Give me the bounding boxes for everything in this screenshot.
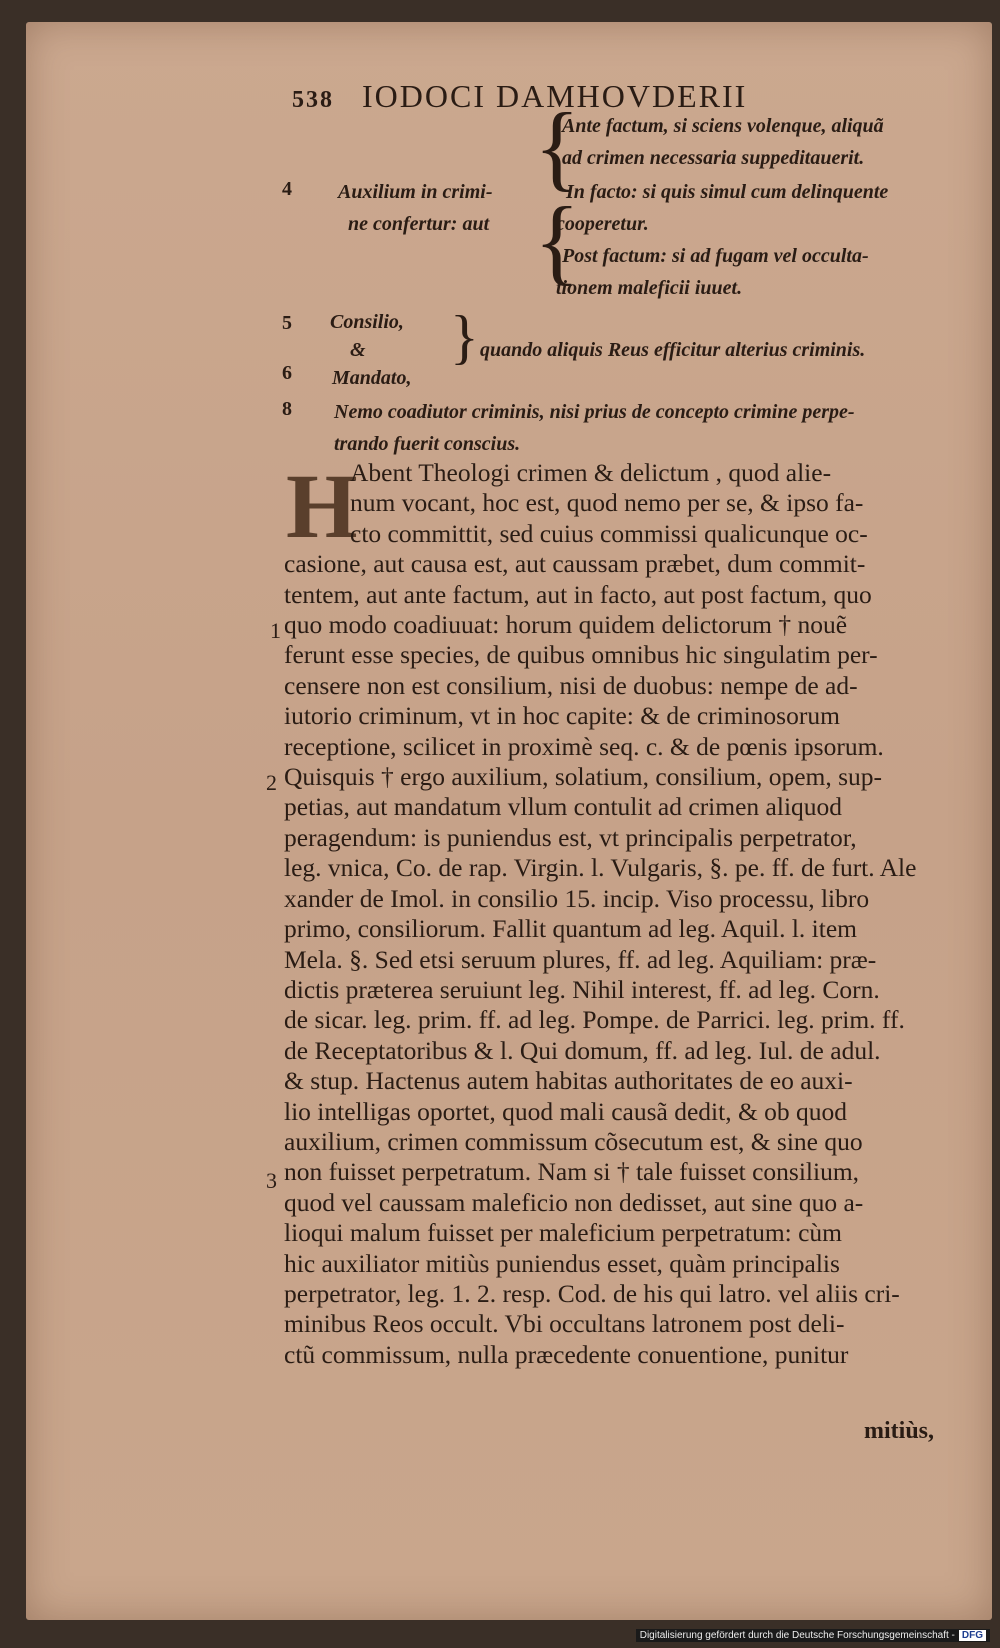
brace-open-bottom: { [534, 187, 581, 294]
body-line: de Receptatoribus & l. Qui domum, ff. ad leg. Iul. de adul. [284, 1035, 881, 1065]
outline-item-4-line1: Auxilium in crimi- [338, 181, 493, 203]
body-line: receptione, scilicet in proximè seq. c. & de pœnis ipsorum. [284, 731, 884, 761]
outline-quando: quando aliquis Reus efficitur alterius criminis. [480, 339, 866, 361]
body-paragraph [284, 455, 960, 1370]
body-line: de sicar. leg. prim. ff. ad leg. Pompe. de Parrici. leg. prim. ff. [284, 1005, 905, 1035]
margin-number-1: 1 [270, 618, 281, 643]
body-line: hic auxiliator mitiùs puniendus esset, quàm principalis [284, 1248, 840, 1278]
body-line: dictis præterea seruiunt leg. Nihil interest, ff. ad leg. Corn. [284, 974, 880, 1004]
body-line: non fuisset perpetratum. Nam si † tale fuisset consilium, [284, 1157, 860, 1187]
brace-open-top: { [534, 93, 581, 200]
catchword: mitiùs, [864, 1418, 935, 1444]
body-line: peragendum: is puniendus est, vt principalis perpetrator, [284, 822, 857, 852]
body-line: Abent Theologi crimen & delictum , quod alie- [350, 458, 832, 487]
outline-mandato: Mandato, [332, 367, 412, 389]
outline-post-line1: Post factum: si ad fugam vel occulta- [562, 245, 869, 267]
body-line: cto committit, sed cuius commissi qualicunque oc- [350, 518, 868, 548]
running-title: IODOCI DAMHOVDERII [362, 78, 748, 114]
body-line: & stup. Hactenus autem habitas authoritates de eo auxi- [284, 1066, 853, 1096]
body-line: iutorio criminum, vt in hoc capite: & de criminosorum [284, 701, 840, 731]
outline-nemo-line1: Nemo coadiutor criminis, nisi prius de concepto crimine perpe- [334, 401, 855, 423]
page-number: 538 [292, 87, 334, 113]
body-line: casione, aut causa est, aut caussam præbet, dum commit- [284, 549, 866, 579]
body-line: auxilium, crimen commissum cõsecutum est, & sine quo [284, 1126, 863, 1156]
body-line: Quisquis † ergo auxilium, solatium, consilium, opem, sup- [284, 762, 883, 792]
drop-cap-letter: H [286, 455, 358, 557]
outline-item-4-line2: ne confertur: aut [348, 213, 490, 235]
body-line: num vocant, hoc est, quod nemo per se, & ipso fa- [350, 488, 864, 518]
dfg-logo: DFG [959, 1630, 986, 1641]
brace-close-consilio: } [450, 304, 479, 370]
margin-number-3: 3 [266, 1168, 277, 1193]
outline-ante-line2: ad crimen necessaria suppeditauerit. [562, 147, 865, 169]
body-line: quod vel caussam maleficio non dedisset, aut sine quo a- [284, 1187, 864, 1217]
body-line: quo modo coadiuuat: horum quidem delictorum † nouẽ [284, 610, 848, 640]
body-line: perpetrator, leg. 1. 2. resp. Cod. de his qui latro. vel aliis cri- [284, 1278, 900, 1308]
body-line: tentem, aut ante factum, aut in facto, aut post factum, quo [284, 579, 872, 609]
outline-ante-line1: Ante factum, si sciens volenque, aliquã [562, 115, 884, 137]
body-line: censere non est consilium, nisi de duobus: nempe de ad- [284, 670, 858, 700]
body-line: leg. vnica, Co. de rap. Virgin. l. Vulgaris, §. pe. ff. de furt. Ale [284, 853, 917, 883]
margin-number-2: 2 [266, 770, 277, 795]
body-line: xander de Imol. in consilio 15. incip. Viso processu, libro [284, 883, 870, 913]
outline-number-6: 6 [282, 362, 292, 384]
outline-in-line1: In facto: si quis simul cum delinquente [566, 181, 889, 203]
outline-number-4: 4 [282, 178, 292, 200]
footer-text: Digitalisierung gefördert durch die Deutsche Forschungsgemeinschaft - [639, 1630, 955, 1641]
body-line: Mela. §. Sed etsi seruum plures, ff. ad leg. Aquiliam: præ- [284, 944, 877, 974]
body-line: petias, aut mandatum vllum contulit ad crimen aliquod [284, 792, 843, 822]
body-line: ctũ commissum, nulla præcedente conuentione, punitur [284, 1339, 849, 1369]
outline-number-8: 8 [282, 398, 292, 420]
digitization-footer [636, 1629, 990, 1642]
body-line: lioqui malum fuisset per maleficium perpetratum: cùm [284, 1218, 843, 1248]
outline-consilio: Consilio, [330, 311, 404, 333]
outline-in-line2: cooperetur. [556, 213, 649, 235]
body-line: ferunt esse species, de quibus omnibus hic singulatim per- [284, 640, 878, 670]
body-line: lio intelligas oportet, quod mali causã dedit, & ob quod [284, 1096, 848, 1126]
outline-post-line2: tionem maleficii iuuet. [556, 277, 743, 299]
outline-nemo-line2: trando fuerit conscius. [334, 433, 521, 455]
outline-et: & [350, 339, 366, 361]
body-line: primo, consiliorum. Fallit quantum ad leg. Aquil. l. item [284, 914, 857, 944]
body-line: minibus Reos occult. Vbi occultans latronem post deli- [284, 1309, 845, 1339]
outline-number-5: 5 [282, 312, 292, 334]
